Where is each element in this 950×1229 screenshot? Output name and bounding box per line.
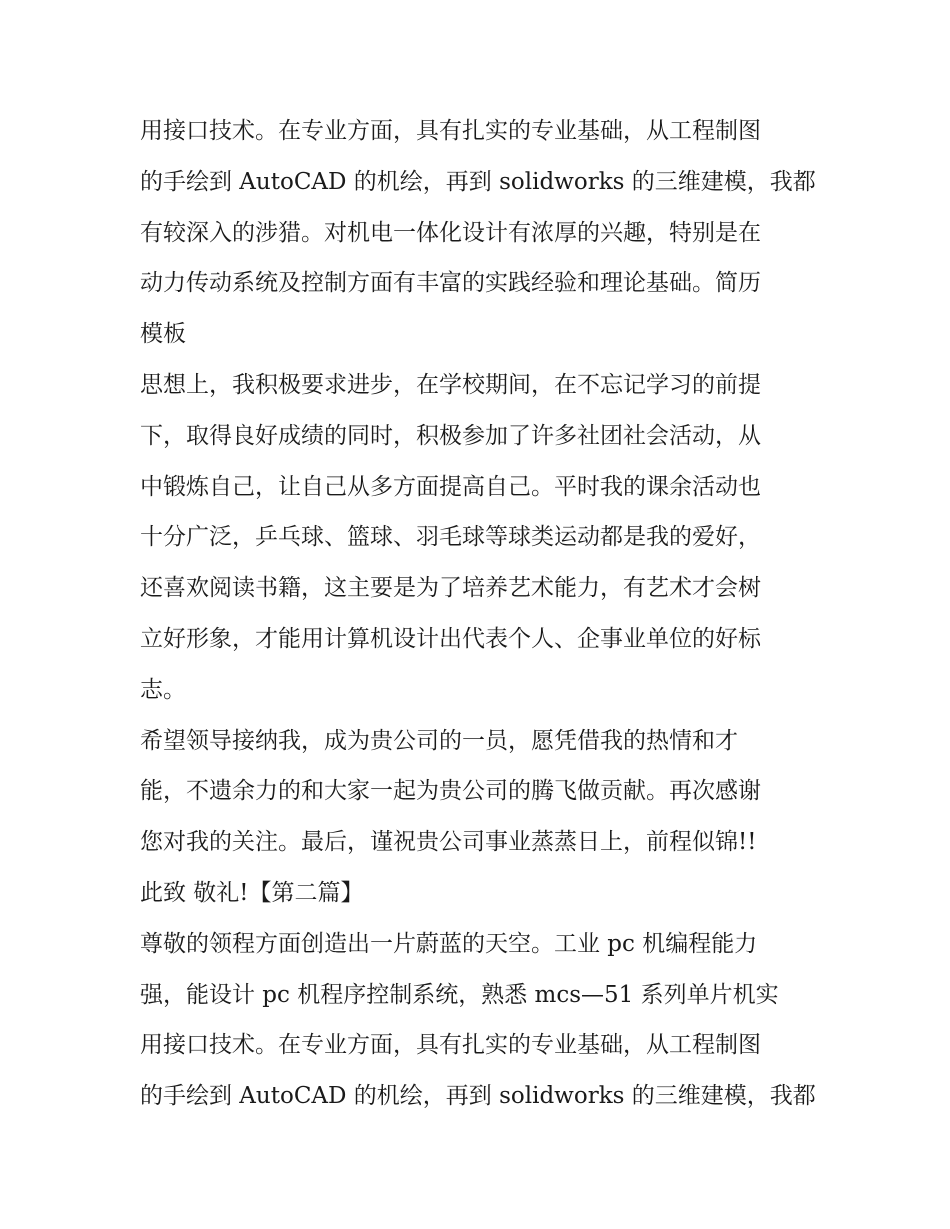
body-text: [140, 106, 815, 1122]
text-line: 尊敬的领程方面创造出一片蔚蓝的天空。工业 pc 机编程能力: [140, 930, 758, 957]
text-line: 动力传动系统及控制方面有丰富的实践经验和理论基础。简历: [140, 270, 761, 297]
text-line: 立好形象，才能用计算机设计出代表个人、企事业单位的好标: [140, 625, 761, 652]
text-line: 希望领导接纳我，成为贵公司的一员，愿凭借我的热情和才: [140, 727, 738, 754]
text-line: 用接口技术。在专业方面，具有扎实的专业基础，从工程制图: [140, 118, 761, 144]
text-line: 十分广泛，乒乓球、篮球、羽毛球等球类运动都是我的爱好，: [140, 524, 761, 551]
text-line: 还喜欢阅读书籍，这主要是为了培养艺术能力，有艺术才会树: [140, 575, 761, 602]
text-line: 中锻炼自己，让自己从多方面提高自己。平时我的课余活动也: [140, 473, 761, 500]
text-line: 志。: [140, 676, 186, 703]
text-line: 此致 敬礼!【第二篇】: [140, 879, 364, 906]
text-line: 用接口技术。在专业方面，具有扎实的专业基础，从工程制图: [140, 1032, 761, 1059]
text-line: 有较深入的涉猎。对机电一体化设计有浓厚的兴趣，特别是在: [140, 219, 761, 246]
text-line: 模板: [140, 321, 186, 348]
text-line: 您对我的关注。最后，谨祝贵公司事业蒸蒸日上，前程似锦!!: [140, 829, 757, 856]
text-line: 的手绘到 AutoCAD 的机绘，再到 solidworks 的三维建模，我都: [140, 1083, 816, 1110]
text-line: 思想上，我积极要求进步，在学校期间，在不忘记学习的前提: [140, 371, 761, 398]
text-line: 下，取得良好成绩的同时，积极参加了许多社团社会活动，从: [140, 422, 761, 449]
text-line: 的手绘到 AutoCAD 的机绘，再到 solidworks 的三维建模，我都: [140, 168, 816, 195]
text-line: 能，不遗余力的和大家一起为贵公司的腾飞做贡献。再次感谢: [140, 778, 761, 805]
text-line: 强，能设计 pc 机程序控制系统，熟悉 mcs—51 系列单片机实: [140, 981, 779, 1008]
